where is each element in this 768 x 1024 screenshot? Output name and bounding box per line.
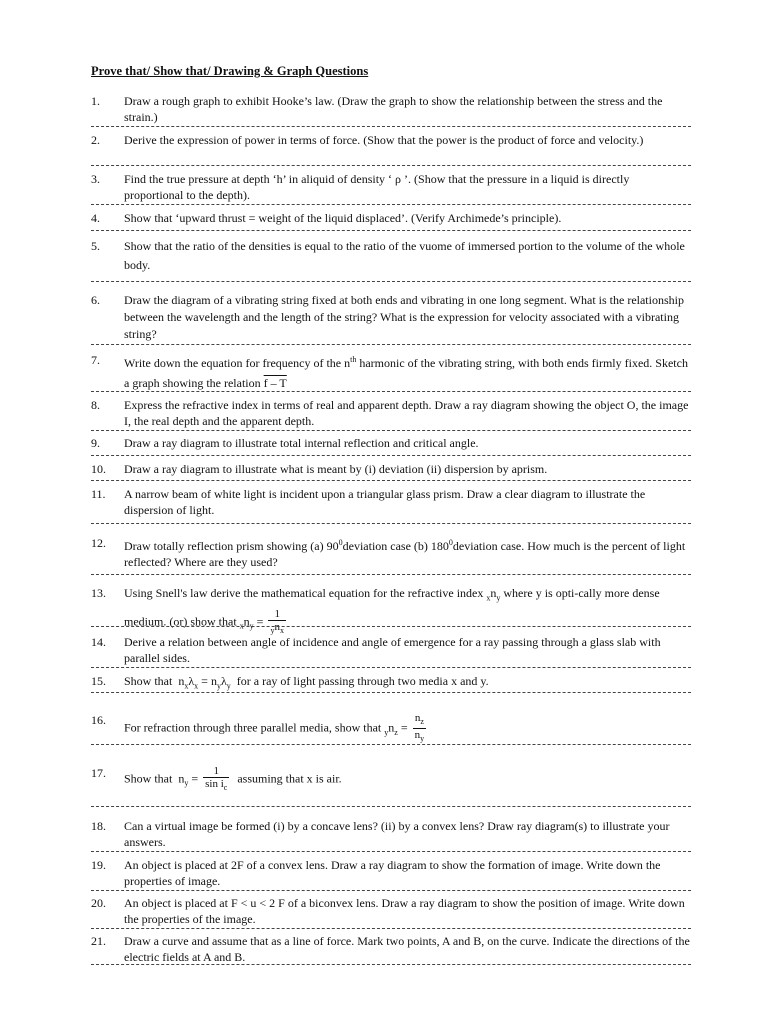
divider	[91, 574, 691, 575]
question-text: Draw a ray diagram to illustrate what is meant by (i) deviation (ii) dispersion by aprism.	[124, 462, 548, 476]
question-11	[91, 486, 691, 518]
question-number: 20.	[91, 896, 106, 910]
question-text: Derive the expression of power in terms of force. (Show that the power is the product of force and velocity.)	[124, 133, 644, 147]
question-number: 15.	[91, 674, 106, 688]
divider	[91, 391, 691, 392]
divider	[91, 626, 691, 627]
divider	[91, 455, 691, 456]
question-text: Using Snell's law derive the mathematical equation for the refractive index $_xn_y$ where y is opti-cally more dense medium. (or) show that $_xn_y$ = $\frac{1}{_yn_x}$	[124, 586, 660, 636]
question-text: Can a virtual image be formed (i) by a concave lens? (ii) by a convex lens? Draw ray diagram(s) to illustrate your answers.	[124, 819, 670, 849]
question-20	[91, 895, 691, 927]
question-number: 18.	[91, 819, 106, 833]
question-14	[91, 634, 691, 666]
question-4	[91, 210, 691, 226]
page-title: Prove that/ Show that/ Drawing & Graph Questions	[91, 64, 369, 78]
relation-formula: f – T	[263, 376, 287, 390]
question-text: Write down the equation for frequency of the $n^{th}$ harmonic of the vibrating string, with both ends firmly fixed. Sketch a graph showing the relation f – T	[124, 355, 688, 390]
question-10	[91, 461, 691, 477]
divider	[91, 230, 691, 231]
fraction: $\frac{1}{_yn_x}$	[270, 608, 284, 636]
question-number: 16.	[91, 713, 106, 727]
divider	[91, 744, 691, 745]
divider	[91, 165, 691, 166]
fraction: $\frac{n_z}{n_y}$	[414, 712, 425, 744]
divider	[91, 964, 691, 965]
divider	[91, 204, 691, 205]
question-number: 4.	[91, 211, 100, 225]
question-text: Show that $n_x\lambda_x = n_y\lambda_y$ for a ray of light passing through two media x and y.	[124, 674, 489, 691]
question-number: 11.	[91, 487, 106, 501]
question-16	[91, 712, 691, 745]
question-text: Show that $n_y$ = $\frac{1}{\sin i_c}$ assuming that x is air.	[124, 765, 342, 793]
question-8	[91, 397, 691, 429]
divider	[91, 928, 691, 929]
question-number: 6.	[91, 293, 100, 307]
question-text: Draw the diagram of a vibrating string fixed at both ends and vibrating in one long segment. What is the relationship between the wavelength and the length of the string? What is the expression for velocity associated with a vibrating string?	[124, 293, 684, 341]
divider	[91, 806, 691, 807]
question-text: Show that the ratio of the densities is equal to the ratio of the vuome of immersed portion to the volume of the whole body.	[124, 239, 685, 272]
question-text: Show that ‘upward thrust = weight of the liquid displaced’. (Verify Archimede’s principle).	[124, 211, 562, 225]
question-number: 14.	[91, 635, 106, 649]
divider	[91, 344, 691, 345]
question-text: Draw a curve and assume that as a line of force. Mark two points, A and B, on the curve. Indicate the directions of the electric fields at A and B.	[124, 934, 690, 964]
divider	[91, 890, 691, 891]
question-text: For refraction through three parallel media, show that $_yn_z$ = $\frac{n_z}{n_y}$	[124, 712, 425, 744]
divider	[91, 523, 691, 524]
question-number: 9.	[91, 436, 100, 450]
question-text: Draw a ray diagram to illustrate total internal reflection and critical angle.	[124, 436, 479, 450]
question-text: Draw totally reflection prism showing (a) $90^0deviation$ case (b) $180^0deviation$ case. How much is the percent of light reflected? Where are they used?	[124, 538, 686, 569]
divider	[91, 430, 691, 431]
question-text: An object is placed at 2F of a convex lens. Draw a ray diagram to show the formation of image. Write down the properties of image.	[124, 858, 661, 888]
question-21	[91, 933, 691, 965]
question-number: 7.	[91, 353, 100, 367]
question-5	[91, 237, 691, 275]
question-number: 21.	[91, 934, 106, 948]
divider	[91, 851, 691, 852]
divider	[91, 281, 691, 282]
question-3	[91, 171, 691, 203]
question-7	[91, 350, 691, 393]
question-text: An object is placed at F < u < 2 F of a biconvex lens. Draw a ray diagram to show the position of image. Write down the properties of the image.	[124, 896, 685, 926]
fraction: $\frac{1}{\sin i_c}$	[205, 765, 228, 793]
question-text: Draw a rough graph to exhibit Hooke’s law. (Draw the graph to show the relationship between the stress and the strain.)	[124, 94, 663, 124]
question-text: Find the true pressure at depth ‘h’ in aliquid of density ‘ ρ ’. (Show that the pressure in a liquid is directly proportional to the depth).	[124, 172, 630, 202]
question-18	[91, 818, 691, 850]
divider	[91, 126, 691, 127]
question-number: 12.	[91, 536, 106, 550]
question-number: 10.	[91, 462, 106, 476]
divider	[91, 667, 691, 668]
question-text: Derive a relation between angle of incidence and angle of emergence for a ray passing through a glass slab with parallel sides.	[124, 635, 661, 665]
question-text: A narrow beam of white light is incident upon a triangular glass prism. Draw a clear diagram to illustrate the dispersion of light.	[124, 487, 646, 517]
question-number: 5.	[91, 239, 100, 253]
question-number: 13.	[91, 586, 106, 600]
question-number: 1.	[91, 94, 100, 108]
question-number: 19.	[91, 858, 106, 872]
question-13	[91, 583, 691, 638]
question-number: 8.	[91, 398, 100, 412]
question-9	[91, 435, 691, 451]
question-number: 3.	[91, 172, 100, 186]
question-19	[91, 857, 691, 889]
divider	[91, 692, 691, 693]
question-text: Express the refractive index in terms of real and apparent depth. Draw a ray diagram showing the object O, the image I, the real depth and the apparent depth.	[124, 398, 689, 428]
divider	[91, 480, 691, 481]
question-1	[91, 93, 691, 125]
question-number: 17.	[91, 766, 106, 780]
question-12	[91, 535, 691, 570]
question-17	[91, 765, 691, 794]
question-number: 2.	[91, 133, 100, 147]
question-2	[91, 132, 691, 148]
question-6	[91, 292, 691, 343]
